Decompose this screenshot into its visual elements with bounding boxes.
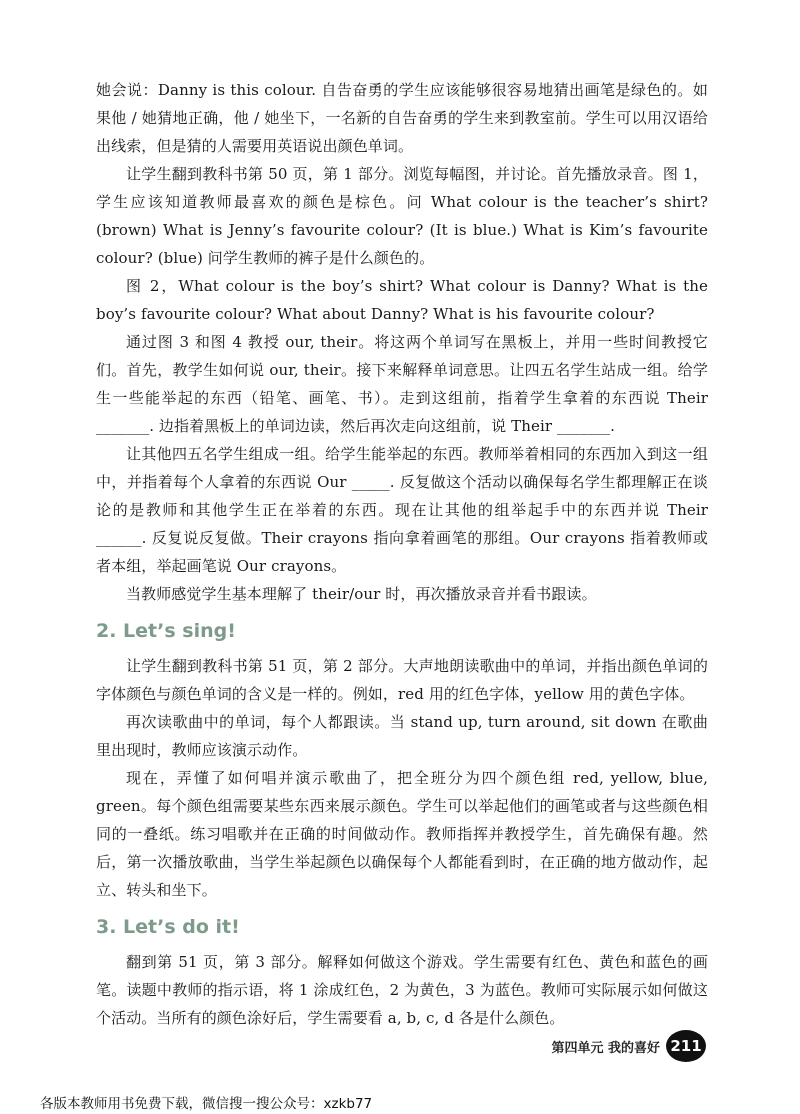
page-content: [96, 76, 708, 1032]
paragraph: 翻到第 51 页，第 3 部分。解释如何做这个游戏。学生需要有红色、黄色和蓝色的画笔。读题中教师的指示语，将 1 涂成红色，2 为黄色，3 为蓝色。教师可实际展示如何做这个活动。当所有的颜色涂好后，学生需要看 a, b, c, d 各是什么颜色。: [96, 953, 708, 1027]
paragraph: 当教师感觉学生基本理解了 their/our 时，再次播放录音并看书跟读。: [126, 585, 597, 603]
paragraph: 让学生翻到教科书第 51 页，第 2 部分。大声地朗读歌曲中的单词，并指出颜色单词的字体颜色与颜色单词的含义是一样的。例如，red 用的红色字体，yellow 用的黄色字体。: [96, 657, 708, 703]
page-footer: [551, 1030, 706, 1062]
unit-label: 第四单元 我的喜好: [551, 1040, 660, 1056]
page-number-badge: 211: [666, 1030, 706, 1062]
paragraph: 让其他四五名学生组成一组。给学生能举起的东西。教师举着相同的东西加入到这一组中，并指着每个人拿着的东西说 Our _____. 反复做这个活动以确保每名学生都理解正在谈论的是教师和其他学生正在举着的东西。现在让其他的组举起手中的东西并说 Their ______. 反复说反复做。Their crayons 指向拿着画笔的那组。Our crayons 指着教师或者本组，举起画笔说 Our crayons。: [96, 445, 708, 575]
section-heading-lets-sing: 2. Let’s sing!: [96, 620, 236, 642]
paragraph: 她会说：Danny is this colour. 自告奋勇的学生应该能够很容易地猜出画笔是绿色的。如果他 / 她猜地正确，他 / 她坐下，一名新的自告奋勇的学生来到教室前。学生可以用汉语给出线索，但是猜的人需要用英语说出颜色单词。: [96, 81, 708, 155]
paragraph: 通过图 3 和图 4 教授 our, their。将这两个单词写在黑板上，并用一些时间教授它们。首先，教学生如何说 our, their。接下来解释单词意思。让四五名学生站成一组。给学生一些能举起的东西（铅笔、画笔、书）。走到这组前，指着学生拿着的东西说 Their _______. 边指着黑板上的单词边读，然后再次走向这组前，说 Their _______.: [96, 333, 708, 435]
paragraph: 图 2，What colour is the boy’s shirt? What colour is Danny? What is the boy’s favourite colour? What about Danny? What is his favourite colour?: [96, 277, 708, 323]
paragraph: 现在，弄懂了如何唱并演示歌曲了，把全班分为四个颜色组 red, yellow, blue, green。每个颜色组需要某些东西来展示颜色。学生可以举起他们的画笔或者与这些颜色相同的一叠纸。练习唱歌并在正确的时间做动作。教师指挥并教授学生，首先确保有趣。然后，第一次播放歌曲，当学生举起颜色以确保每个人都能看到时，在正确的地方做动作，起立、转头和坐下。: [96, 769, 708, 899]
section-heading-lets-do-it: 3. Let’s do it!: [96, 916, 240, 938]
download-watermark: 各版本教师用书免费下载，微信搜一搜公众号：xzkb77: [40, 1096, 373, 1112]
paragraph: 再次读歌曲中的单词，每个人都跟读。当 stand up, turn around, sit down 在歌曲里出现时，教师应该演示动作。: [96, 713, 708, 759]
paragraph: 让学生翻到教科书第 50 页，第 1 部分。浏览每幅图，并讨论。首先播放录音。图 1，学生应该知道教师最喜欢的颜色是棕色。问 What colour is the teacher’s shirt? (brown) What is Jenny’s favourite colour? (It is blue.) What is Kim’s favourite colour? (blue) 问学生教师的裤子是什么颜色的。: [96, 165, 708, 267]
